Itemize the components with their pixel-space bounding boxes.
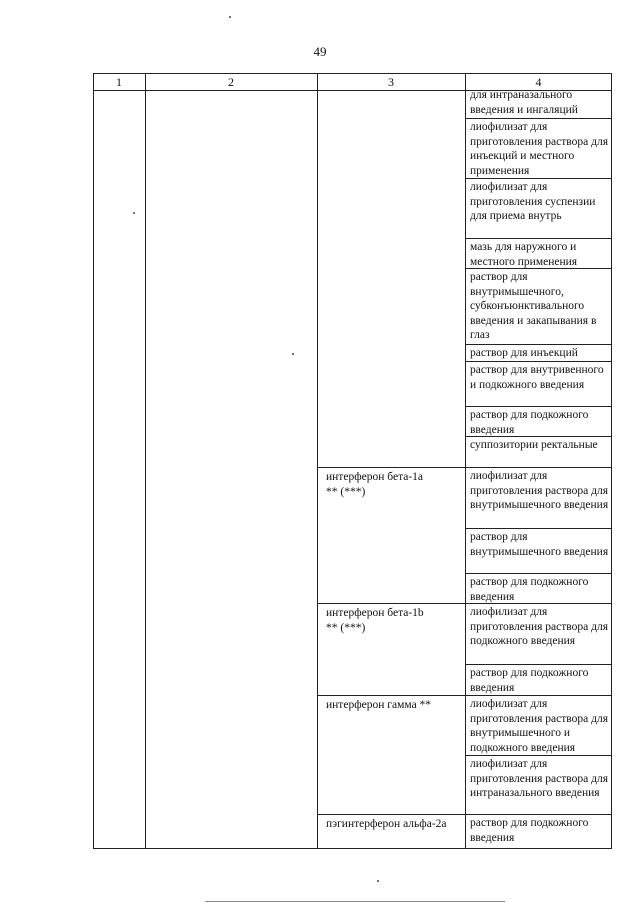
header-col-1: 1 (116, 75, 122, 89)
scan-speck (292, 353, 294, 355)
row-divider (465, 178, 612, 179)
dosage-form: лиофилизат для приготовления раствора для внутримышечного и подкожного введения (470, 698, 608, 754)
dosage-form: лиофилизат для приготовления раствора для инъекций и местного применения (470, 121, 608, 177)
row-divider (465, 238, 612, 239)
dosage-form: суппозитории ректальные (470, 439, 598, 451)
header-col-4: 4 (535, 75, 542, 89)
scan-edge (205, 901, 505, 902)
row-divider (465, 664, 612, 665)
dosage-form: раствор для инъекций (470, 347, 578, 359)
row-divider (465, 755, 612, 756)
scan-speck (133, 212, 135, 214)
row-divider (465, 118, 612, 119)
row-divider (465, 528, 612, 529)
column-divider (465, 73, 466, 849)
row-divider (317, 814, 612, 815)
row-divider (465, 406, 612, 407)
dosage-form: лиофилизат для приготовления суспензии для приема внутрь (470, 181, 596, 222)
drug-name: интерферон бета-1a ** (***) (326, 471, 424, 498)
dosage-form: лиофилизат для приготовления раствора для подкожного введения (470, 606, 608, 647)
dosage-form: лиофилизат для приготовления раствора для интраназального введения (470, 758, 608, 799)
scan-speck (229, 16, 231, 18)
row-divider (465, 573, 612, 574)
row-divider (465, 361, 612, 362)
header-col-3: 3 (388, 75, 394, 89)
dosage-form: раствор для подкожного введения (470, 817, 589, 844)
column-divider (145, 73, 146, 849)
row-divider (317, 695, 612, 696)
dosage-form: мазь для наружного и местного применения (470, 241, 578, 268)
drug-name: интерферон гамма ** (326, 699, 432, 711)
dosage-form: раствор для подкожного введения (470, 667, 589, 694)
scan-speck (377, 880, 379, 882)
dosage-form: раствор для внутримышечного, субконъюнктивального введения и закапывания в глаз (470, 271, 597, 341)
drug-name: пэгинтерферон альфа-2a (326, 818, 447, 830)
dosage-form: для интраназального введения и ингаляций (470, 89, 578, 116)
column-divider (317, 73, 318, 849)
dosage-form: раствор для внутримышечного введения (470, 531, 609, 558)
drug-name: интерферон бета-1b ** (***) (326, 607, 424, 634)
header-col-2: 2 (228, 75, 234, 89)
dosage-form: лиофилизат для приготовления раствора для внутримышечного введения (470, 470, 609, 511)
dosage-form: раствор для внутривенного и подкожного введения (470, 364, 604, 391)
dosage-form: раствор для подкожного введения (470, 409, 589, 436)
row-divider (317, 467, 612, 468)
row-divider (465, 344, 612, 345)
page-number: 49 (313, 44, 327, 59)
dosage-form: раствор для подкожного введения (470, 576, 589, 603)
